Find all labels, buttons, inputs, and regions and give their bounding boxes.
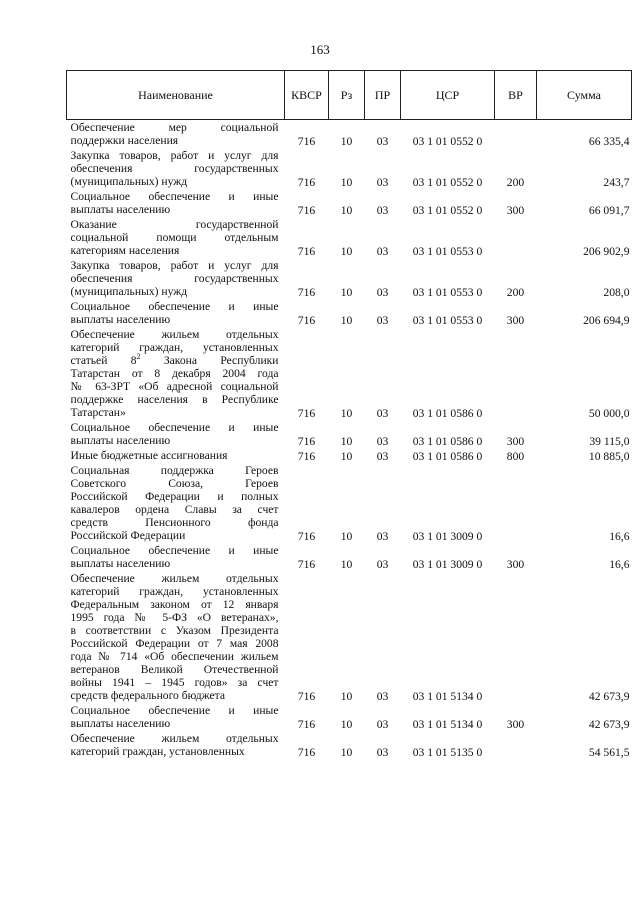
row-name-line: Обеспечение жильем отдельных <box>70 572 279 585</box>
table-row <box>67 571 632 703</box>
cell-sum: 16,6 <box>609 558 630 571</box>
row-name <box>67 463 285 543</box>
row-name-line: выплаты населению <box>70 313 171 326</box>
cell-kvsr: 716 <box>297 407 316 420</box>
cell-csr: 03 1 01 5134 0 <box>412 690 483 703</box>
row-name <box>67 448 285 463</box>
cell-kvsr: 716 <box>297 530 316 543</box>
cell-vr: 300 <box>506 558 525 571</box>
cell-vr <box>495 327 537 420</box>
row-name-line: Социальное обеспечение и иные <box>70 421 279 434</box>
row-name-line: Иные бюджетные ассигнования <box>70 449 228 462</box>
header-pr: ПР <box>365 71 401 120</box>
cell-pr: 03 <box>376 204 389 217</box>
cell-rz: 10 <box>340 718 353 731</box>
cell-csr: 03 1 01 0552 0 <box>412 204 483 217</box>
table-row <box>67 463 632 543</box>
cell-sum: 66 091,7 <box>588 204 630 217</box>
table-row <box>67 327 632 420</box>
cell-sum: 39 115,0 <box>589 435 630 448</box>
row-name-line: года № 714 «Об обеспечении жильем <box>70 650 279 663</box>
row-name-line: Закупка товаров, работ и услуг для <box>70 149 279 162</box>
cell-pr: 03 <box>376 245 389 258</box>
superscript: 2 <box>136 352 141 362</box>
cell-pr: 03 <box>376 718 389 731</box>
row-name <box>67 571 285 703</box>
cell-sum: 10 885,0 <box>588 450 630 463</box>
row-name-line: Оказание государственной <box>70 218 279 231</box>
cell-csr: 03 1 01 0586 0 <box>412 435 483 448</box>
cell-sum: 16,6 <box>609 530 630 543</box>
row-name <box>67 299 285 327</box>
cell-csr: 03 1 01 0586 0 <box>412 450 483 463</box>
table-row <box>67 217 632 258</box>
cell-kvsr: 716 <box>297 746 316 759</box>
row-name <box>67 420 285 448</box>
cell-pr: 03 <box>376 450 389 463</box>
row-name-line: Российской Федерации <box>70 529 186 542</box>
cell-pr: 03 <box>376 286 389 299</box>
page-number: 163 <box>310 42 330 57</box>
row-name-line: Советского Союза, Героев <box>70 477 279 490</box>
table-body <box>67 120 632 760</box>
cell-kvsr: 716 <box>297 204 316 217</box>
row-name-line: средств Пенсионного фонда <box>70 516 279 529</box>
row-name-line: Татарстан» <box>70 406 126 419</box>
row-name-line: Обеспечение жильем отдельных <box>70 732 279 745</box>
row-name-line: Социальное обеспечение и иные <box>70 704 279 717</box>
row-name-line: категорий граждан, установленных <box>70 341 279 354</box>
cell-pr: 03 <box>376 435 389 448</box>
row-name <box>67 543 285 571</box>
cell-kvsr: 716 <box>297 286 316 299</box>
cell-kvsr: 716 <box>297 450 316 463</box>
row-name-line: категориям населения <box>70 244 180 257</box>
cell-rz: 10 <box>340 558 353 571</box>
cell-vr <box>495 463 537 543</box>
budget-table <box>66 70 632 759</box>
row-name-line: обеспечения государственных <box>70 162 279 175</box>
cell-csr: 03 1 01 0553 0 <box>412 245 483 258</box>
cell-csr: 03 1 01 3009 0 <box>412 558 483 571</box>
row-name <box>67 148 285 189</box>
row-name-line: Обеспечение жильем отдельных <box>70 328 279 341</box>
cell-kvsr: 716 <box>297 176 316 189</box>
cell-sum: 42 673,9 <box>588 718 630 731</box>
row-name-line: обеспечения государственных <box>70 272 279 285</box>
cell-rz: 10 <box>340 435 353 448</box>
row-name-line: категорий граждан, установленных <box>70 745 245 758</box>
cell-vr: 300 <box>506 314 525 327</box>
row-name-line: Татарстан от 8 декабря 2004 года <box>70 367 279 380</box>
row-name-line: Российской Федерации от 7 мая 2008 <box>70 637 279 650</box>
row-name-line: Социальное обеспечение и иные <box>70 300 279 313</box>
header-name: Наименование <box>67 71 285 120</box>
cell-kvsr: 716 <box>297 690 316 703</box>
row-name-line: статьей $8^2$ Закона Республики <box>70 352 279 367</box>
row-name-line: выплаты населению <box>70 203 171 216</box>
row-name-line: Российской Федерации и полных <box>70 490 279 503</box>
row-name-line: Социальная поддержка Героев <box>70 464 279 477</box>
cell-rz: 10 <box>340 286 353 299</box>
cell-vr: 300 <box>506 718 525 731</box>
row-name-line: Федеральным законом от 12 января <box>70 598 279 611</box>
cell-csr: 03 1 01 0586 0 <box>412 407 483 420</box>
row-name-line: 1995 года № 5-ФЗ «О ветеранах», <box>70 611 279 624</box>
cell-pr: 03 <box>376 407 389 420</box>
table-row <box>67 448 632 463</box>
cell-rz: 10 <box>340 746 353 759</box>
cell-sum: 208,0 <box>603 286 630 299</box>
header-kvsr: КВСР <box>285 71 329 120</box>
cell-vr <box>495 120 537 149</box>
row-name-line: поддержки населения <box>70 134 179 147</box>
row-name-line: выплаты населению <box>70 557 171 570</box>
cell-csr: 03 1 01 5135 0 <box>412 746 483 759</box>
cell-kvsr: 716 <box>297 314 316 327</box>
cell-rz: 10 <box>340 450 353 463</box>
cell-csr: 03 1 01 3009 0 <box>412 530 483 543</box>
cell-pr: 03 <box>376 558 389 571</box>
cell-csr: 03 1 01 5134 0 <box>412 718 483 731</box>
row-name <box>67 703 285 731</box>
row-name-line: выплаты населению <box>70 717 171 730</box>
cell-pr: 03 <box>376 746 389 759</box>
cell-rz: 10 <box>340 176 353 189</box>
cell-pr: 03 <box>376 314 389 327</box>
cell-kvsr: 716 <box>297 435 316 448</box>
table-row <box>67 148 632 189</box>
row-name <box>67 189 285 217</box>
cell-vr: 200 <box>506 176 525 189</box>
cell-csr: 03 1 01 0552 0 <box>412 176 483 189</box>
cell-pr: 03 <box>376 690 389 703</box>
row-name <box>67 258 285 299</box>
table-row <box>67 189 632 217</box>
row-name <box>67 217 285 258</box>
cell-vr: 200 <box>506 286 525 299</box>
table-row <box>67 120 632 149</box>
cell-rz: 10 <box>340 690 353 703</box>
cell-rz: 10 <box>340 407 353 420</box>
cell-pr: 03 <box>376 530 389 543</box>
cell-kvsr: 716 <box>297 135 316 148</box>
cell-kvsr: 716 <box>297 718 316 731</box>
table-row <box>67 299 632 327</box>
cell-csr: 03 1 01 0553 0 <box>412 314 483 327</box>
row-name-line: Обеспечение мер социальной <box>70 121 279 134</box>
cell-pr: 03 <box>376 176 389 189</box>
row-name-line: Закупка товаров, работ и услуг для <box>70 259 279 272</box>
table-row <box>67 543 632 571</box>
cell-csr: 03 1 01 0553 0 <box>412 286 483 299</box>
cell-vr <box>495 731 537 759</box>
row-name-line: категорий граждан, установленных <box>70 585 279 598</box>
row-name-line: Социальное обеспечение и иные <box>70 190 279 203</box>
row-name <box>67 120 285 149</box>
row-name-line: поддержке населения в Республике <box>70 393 279 406</box>
cell-vr: 300 <box>506 435 525 448</box>
row-name-line: (муниципальных) нужд <box>70 175 188 188</box>
cell-kvsr: 716 <box>297 245 316 258</box>
cell-sum: 206 694,9 <box>583 314 630 327</box>
row-name-line: № 63-ЗРТ «Об адресной социальной <box>70 380 279 393</box>
header-vr: ВР <box>495 71 537 120</box>
cell-rz: 10 <box>340 245 353 258</box>
row-name-line: социальной помощи отдельным <box>70 231 279 244</box>
table-row <box>67 703 632 731</box>
table-row <box>67 420 632 448</box>
cell-vr: 800 <box>506 450 525 463</box>
table-row <box>67 258 632 299</box>
cell-pr: 03 <box>376 135 389 148</box>
cell-rz: 10 <box>340 530 353 543</box>
table-header-row <box>67 71 632 120</box>
cell-sum: 206 902,9 <box>583 245 630 258</box>
header-rz: Рз <box>329 71 365 120</box>
header-csr: ЦСР <box>401 71 495 120</box>
cell-sum: 50 000,0 <box>588 407 630 420</box>
cell-kvsr: 716 <box>297 558 316 571</box>
header-sum: Сумма <box>537 71 632 120</box>
cell-vr <box>495 217 537 258</box>
row-name-line: ветеранов Великой Отечественной <box>70 663 279 676</box>
table-row <box>67 731 632 759</box>
row-name-line: выплаты населению <box>70 434 171 447</box>
cell-sum: 66 335,4 <box>588 135 630 148</box>
row-name-line: войны 1941 – 1945 годов» за счет <box>70 676 279 689</box>
row-name-line: в соответствии с Указом Президента <box>70 624 279 637</box>
cell-csr: 03 1 01 0552 0 <box>412 135 483 148</box>
cell-sum: 42 673,9 <box>588 690 630 703</box>
cell-rz: 10 <box>340 204 353 217</box>
row-name <box>67 731 285 759</box>
row-name-line: средств федерального бюджета <box>70 689 225 702</box>
row-name-line: (муниципальных) нужд <box>70 285 188 298</box>
cell-vr: 300 <box>506 204 525 217</box>
cell-sum: 54 561,5 <box>588 746 630 759</box>
cell-sum: 243,7 <box>603 176 630 189</box>
cell-vr <box>495 571 537 703</box>
row-name-line: кавалеров ордена Славы за счет <box>70 503 279 516</box>
cell-rz: 10 <box>340 314 353 327</box>
row-name <box>67 327 285 420</box>
cell-rz: 10 <box>340 135 353 148</box>
row-name-line: Социальное обеспечение и иные <box>70 544 279 557</box>
